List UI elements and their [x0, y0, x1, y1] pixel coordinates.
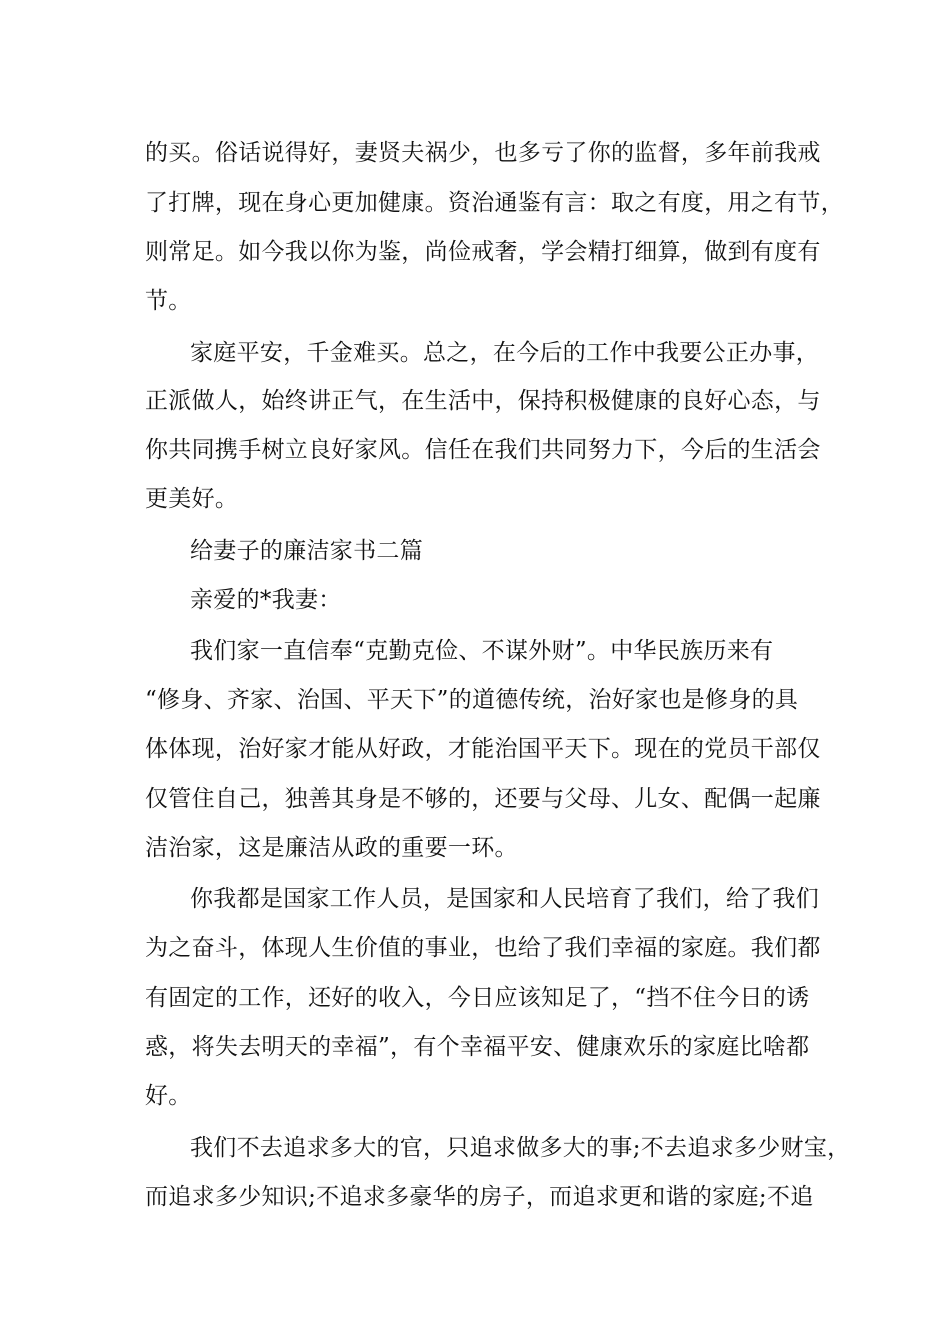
paragraph-first-line: 家庭平安，千金难买。总之，在今后的工作中我要公正办事， [190, 340, 820, 366]
text-line: 你共同携手树立良好家风。信任在我们共同努力下，今后的生活会 [145, 437, 821, 463]
text-line: 惑，将失去明天的幸福”，有个幸福平安、健康欢乐的家庭比啥都 [145, 1034, 810, 1060]
text-line: 洁治家，这是廉洁从政的重要一环。 [145, 835, 518, 861]
text-line: 体体现，治好家才能从好政，才能治国平天下。现在的党员干部仅 [145, 736, 821, 762]
text-line: 正派做人，始终讲正气，在生活中，保持积极健康的良好心态，与 [145, 388, 821, 414]
paragraph-first-line: 我们不去追求多大的官，只追求做多大的事;不去追求多少财宝， [190, 1135, 851, 1161]
text-line: 则常足。如今我以你为鉴，尚俭戒奢，学会精打细算，做到有度有 [145, 239, 821, 265]
text-line: 仅管住自己，独善其身是不够的，还要与父母、儿女、配偶一起廉 [145, 786, 821, 812]
text-line: 有固定的工作，还好的收入，今日应该知足了，“挡不住今日的诱 [145, 985, 810, 1011]
text-line: 的买。俗话说得好，妻贤夫祸少，也多亏了你的监督，多年前我戒 [145, 140, 821, 166]
text-line: 节。 [145, 288, 192, 314]
text-line: 更美好。 [145, 486, 239, 512]
section-heading: 给妻子的廉洁家书二篇 [190, 538, 423, 564]
text-line: 了打牌，现在身心更加健康。资治通鉴有言：取之有度，用之有节， [145, 190, 844, 216]
text-line: 好。 [145, 1083, 192, 1109]
text-line: “修身、齐家、治国、平天下”的道德传统，治好家也是修身的具 [145, 687, 799, 713]
paragraph-first-line: 我们家一直信奉“克勤克俭、不谋外财”。中华民族历来有 [190, 638, 774, 664]
salutation: 亲爱的*我妻： [190, 587, 342, 613]
text-line: 为之奋斗，体现人生价值的事业，也给了我们幸福的家庭。我们都 [145, 935, 821, 961]
paragraph-first-line: 你我都是国家工作人员，是国家和人民培育了我们，给了我们 [190, 886, 820, 912]
text-line: 而追求多少知识;不追求多豪华的房子，而追求更和谐的家庭;不追 [145, 1184, 814, 1210]
